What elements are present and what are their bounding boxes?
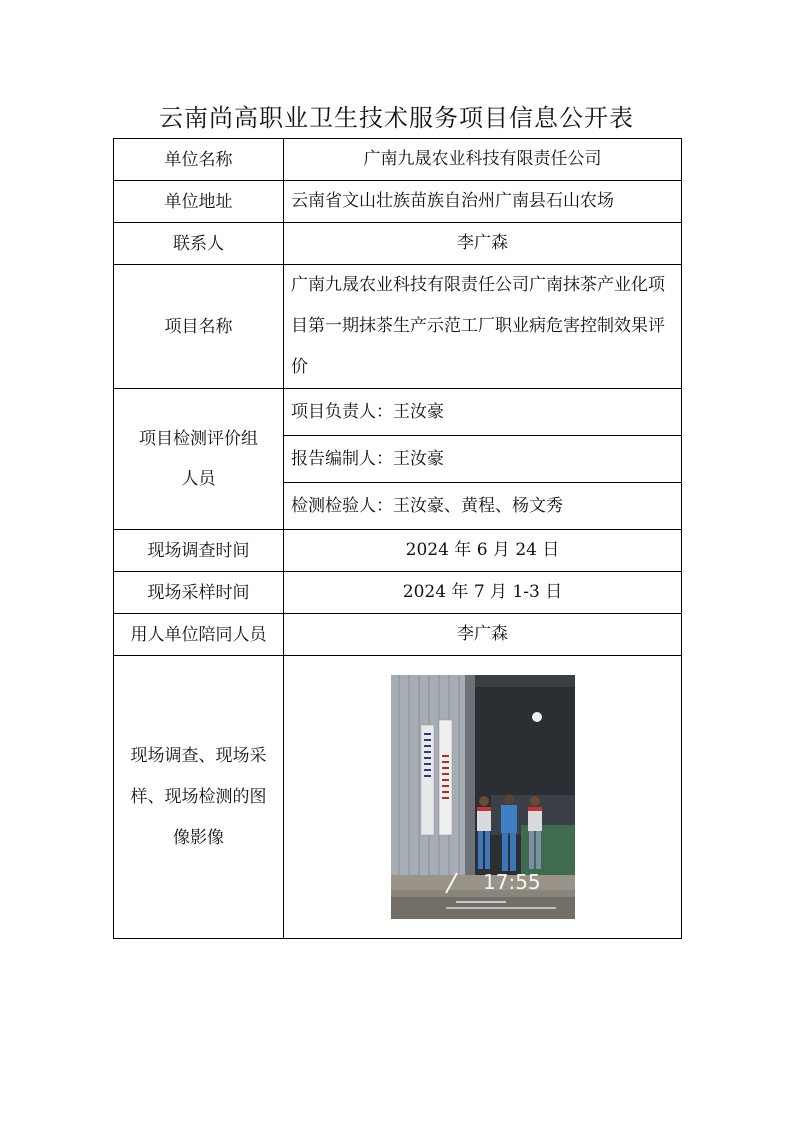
label-unit-address: 单位地址 <box>114 181 284 223</box>
site-photo <box>391 675 575 919</box>
label-survey-time: 现场调查时间 <box>114 530 284 572</box>
label-team <box>114 389 284 530</box>
page-title: 云南尚高职业卫生技术服务项目信息公开表 <box>159 104 634 132</box>
label-team-text: 项目检测评价组人员 <box>139 429 258 489</box>
value-images <box>284 656 682 939</box>
row-sampling-time <box>114 572 682 614</box>
row-project-name <box>114 265 682 389</box>
info-table <box>113 138 682 939</box>
value-team-leader: 项目负责人：王汝豪 <box>284 389 682 436</box>
value-survey-time: 2024 年 6 月 24 日 <box>284 530 682 572</box>
svg-text:17:55: 17:55 <box>482 870 541 894</box>
row-survey-time <box>114 530 682 572</box>
row-images <box>114 656 682 939</box>
value-unit-address: 云南省文山壮族苗族自治州广南县石山农场 <box>284 181 682 223</box>
value-team-report: 报告编制人：王汝豪 <box>284 436 682 483</box>
label-unit-name: 单位名称 <box>114 139 284 181</box>
row-team-leader <box>114 389 682 436</box>
value-team-inspectors: 检测检验人：王汝豪、黄程、杨文秀 <box>284 483 682 530</box>
site-photo-illustration <box>391 675 575 919</box>
label-images-text: 现场调查、现场采样、现场检测的图像影像 <box>130 745 267 848</box>
row-unit-name <box>114 139 682 181</box>
row-escort <box>114 614 682 656</box>
value-unit-name: 广南九晟农业科技有限责任公司 <box>284 139 682 181</box>
photo-container <box>284 656 681 938</box>
value-escort: 李广森 <box>284 614 682 656</box>
row-unit-address <box>114 181 682 223</box>
label-images <box>114 656 284 939</box>
label-contact: 联系人 <box>114 223 284 265</box>
value-project-name: 广南九晟农业科技有限责任公司广南抹茶产业化项目第一期抹茶生产示范工厂职业病危害控制效果评价 <box>284 265 682 389</box>
label-project-name: 项目名称 <box>114 265 284 389</box>
row-contact <box>114 223 682 265</box>
label-escort: 用人单位陪同人员 <box>114 614 284 656</box>
value-sampling-time: 2024 年 7 月 1-3 日 <box>284 572 682 614</box>
label-sampling-time: 现场采样时间 <box>114 572 284 614</box>
value-contact: 李广森 <box>284 223 682 265</box>
